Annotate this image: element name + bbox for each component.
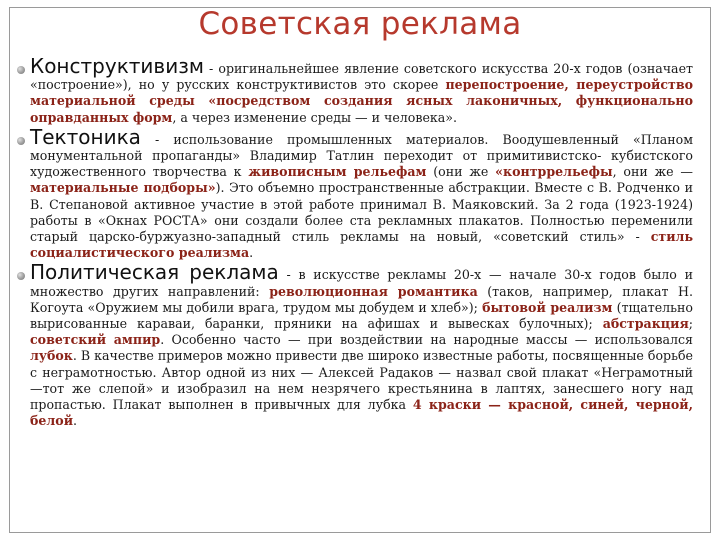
bullet-item bbox=[17, 124, 693, 262]
highlighted-text: лубок bbox=[30, 348, 73, 364]
bullet-text: - использование промышленных материалов. Воодушевленный «Планом монументальной пропаганды» Владимир Татлин переходит от примитивистско- кубистского художественного творчества к bbox=[30, 131, 693, 180]
bullet-text: , а через изменение среды — и человека». bbox=[172, 109, 457, 125]
bullet-item bbox=[17, 260, 694, 429]
bullet-text: . bbox=[73, 413, 78, 429]
highlighted-text: живописным рельефам bbox=[248, 164, 427, 180]
highlighted-text: «контррельефы bbox=[495, 164, 613, 180]
round-bullet-icon bbox=[17, 272, 25, 280]
round-bullet-icon bbox=[17, 137, 25, 145]
slide-title: Советская реклама bbox=[198, 6, 522, 42]
highlighted-text: 4 краски — красной, синей, черной, белой bbox=[30, 397, 693, 429]
highlighted-text: революционная романтика bbox=[269, 283, 478, 299]
highlighted-text: стиль социалистического реализма bbox=[30, 229, 693, 261]
highlighted-text: абстракция bbox=[602, 316, 689, 332]
bullet-text: (таков, например, плакат Н. Когоута «Оружием мы добили врага, трудом мы добудем и хлеб»); bbox=[30, 283, 694, 315]
highlighted-text: советский ампир bbox=[30, 332, 161, 348]
bullet-list bbox=[17, 54, 694, 429]
bullet-text: (тщательно вырисованные караваи, баранки, пряники на афишах и вывесках булочных); bbox=[30, 299, 694, 332]
bullet-term: Тектоника bbox=[30, 124, 141, 149]
round-bullet-icon bbox=[17, 66, 25, 74]
bullet-text: ; bbox=[688, 316, 693, 332]
bullet-text: - в искусстве рекламы 20-х — начале 30-х годов было и множество других направлений: bbox=[30, 267, 693, 299]
bullet-text: . bbox=[249, 245, 254, 261]
bullet-term: Политическая реклама bbox=[30, 260, 279, 285]
bullet-text: ). Это объемно пространственные абстракции. Вместе с В. Родченко и В. Степановой активное участие в этой работе принимал В. Маяковский. За 2 года (1923-1924) работы в «Окнах РОСТА» они создали более ста рекламных плакатов. Полностью переменили старый царско-буржуазно-западный стиль рекламы на новый, «советский стиль» - bbox=[30, 180, 693, 245]
highlighted-text: перепостроение, переустройство материальной среды «посредством создания ясных лаконичных, функционально оправданных форм bbox=[30, 77, 693, 125]
bullet-text: . В качестве примеров можно привести две широко известные работы, посвященные борьбе с неграмотностью. Автор одной из них — Алексей Радаков — назвал свой плакат «Неграмотный —тот же слепой» и изобразил на нем незрячего крестьянина в лаптях, занесшего ногу над пропастью. Плакат выполнен в привычных для лубка bbox=[30, 348, 693, 413]
bullet-item bbox=[17, 54, 693, 126]
bullet-term: Конструктивизм bbox=[30, 54, 204, 78]
highlighted-text: материальные подборы» bbox=[30, 180, 216, 196]
bullet-text: (они же bbox=[426, 164, 496, 180]
bullet-text: , они же — bbox=[612, 164, 693, 180]
bullet-text: . Особенно часто — при воздействии на народные массы — использовался bbox=[160, 332, 693, 348]
bullet-text: - оригинальнейшее явление советского искусства 20-х годов (означает «построение»), но у русских конструктивистов это скорее bbox=[30, 61, 693, 93]
highlighted-text: бытовой реализм bbox=[482, 299, 613, 315]
